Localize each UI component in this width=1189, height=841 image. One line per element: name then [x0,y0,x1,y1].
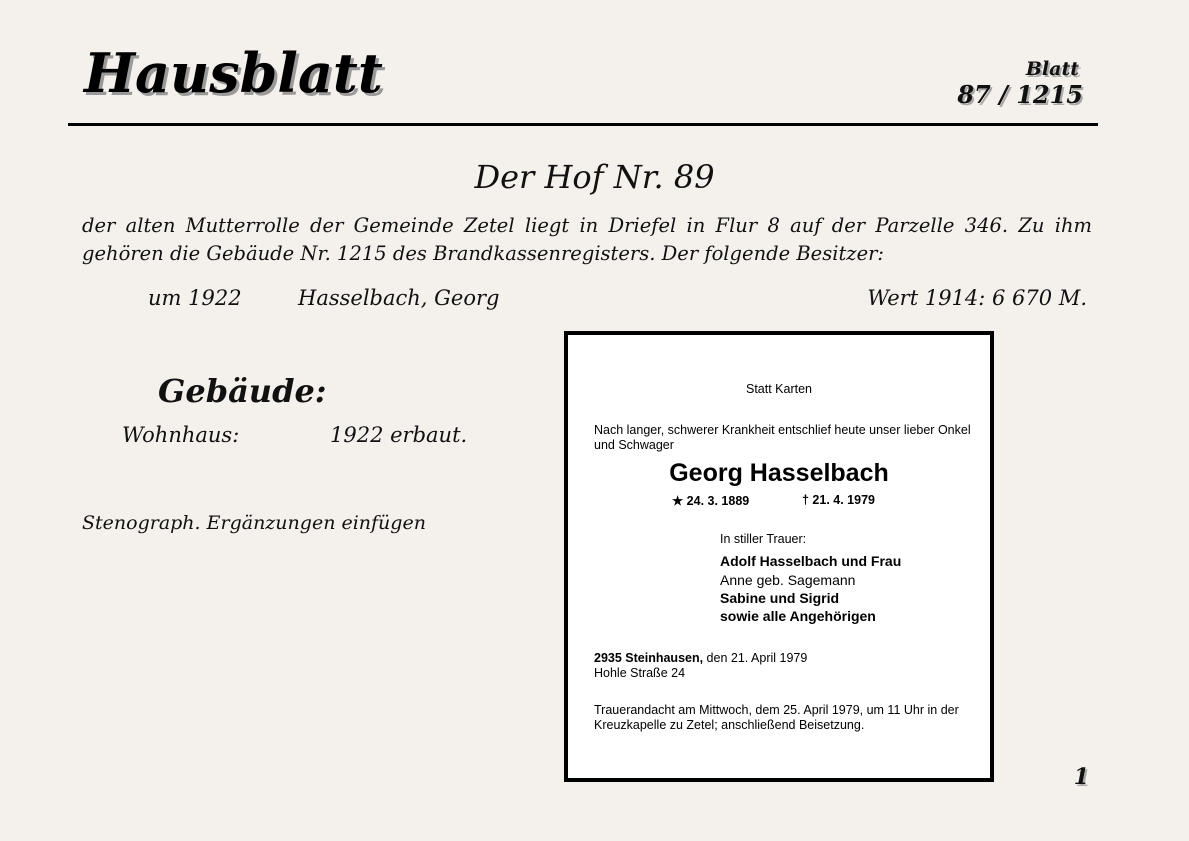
owner-name: Hasselbach, Georg [298,286,500,310]
blatt-number: 87 / 1215 [957,80,1083,109]
header-divider [68,123,1098,126]
notice-street: Hohle Straße 24 [594,666,686,680]
blatt-label: Blatt [1025,58,1079,80]
notice-place-date [594,651,807,665]
notice-trauer-label: In stiller Trauer: [720,532,807,546]
intro-paragraph: der alten Mutterrolle der Gemeinde Zetel liegt in Driefel in Flur 8 auf der Parzelle 346. Zu ihm gehören die Gebäude Nr. 1215 des Brandkassenregisters. Der folgende Besitzer: [82,214,1092,265]
notice-mourner: Anne geb. Sagemann [720,572,856,588]
obituary-notice [564,331,994,782]
notice-place: 2935 Steinhausen, [594,651,704,665]
steno-note: Stenograph. Ergänzungen einfügen [82,512,426,534]
notice-mourner: Sabine und Sigrid [720,590,840,606]
notice-service-info: Trauerandacht am Mittwoch, dem 25. April 1979, um 11 Uhr in der Kreuzkapelle zu Zetel; anschließend Beisetzung. [594,703,959,732]
wohnhaus-year: 1922 erbaut. [330,423,468,447]
hof-heading: Der Hof Nr. 89 [474,158,715,196]
owner-year: um 1922 [148,286,242,310]
notice-death-date: † 21. 4. 1979 [802,493,875,507]
notice-mourner: sowie alle Angehörigen [720,608,876,624]
notice-intro: Nach langer, schwerer Krankheit entschlief heute unser lieber Onkel und Schwager [594,423,971,452]
notice-birth-date: ★ 24. 3. 1889 [672,494,750,508]
owner-value: Wert 1914: 6 670 M. [867,286,1087,310]
page-number: 1 [1073,764,1089,790]
notice-statt-karten: Statt Karten [745,382,812,396]
notice-deceased-name: Georg Hasselbach [669,459,889,487]
notice-date: den 21. April 1979 [703,651,808,665]
page-title: Hausblatt [84,41,383,105]
notice-mourner: Adolf Hasselbach und Frau [720,553,902,569]
wohnhaus-label: Wohnhaus: [122,423,240,447]
buildings-heading: Gebäude: [158,372,327,410]
